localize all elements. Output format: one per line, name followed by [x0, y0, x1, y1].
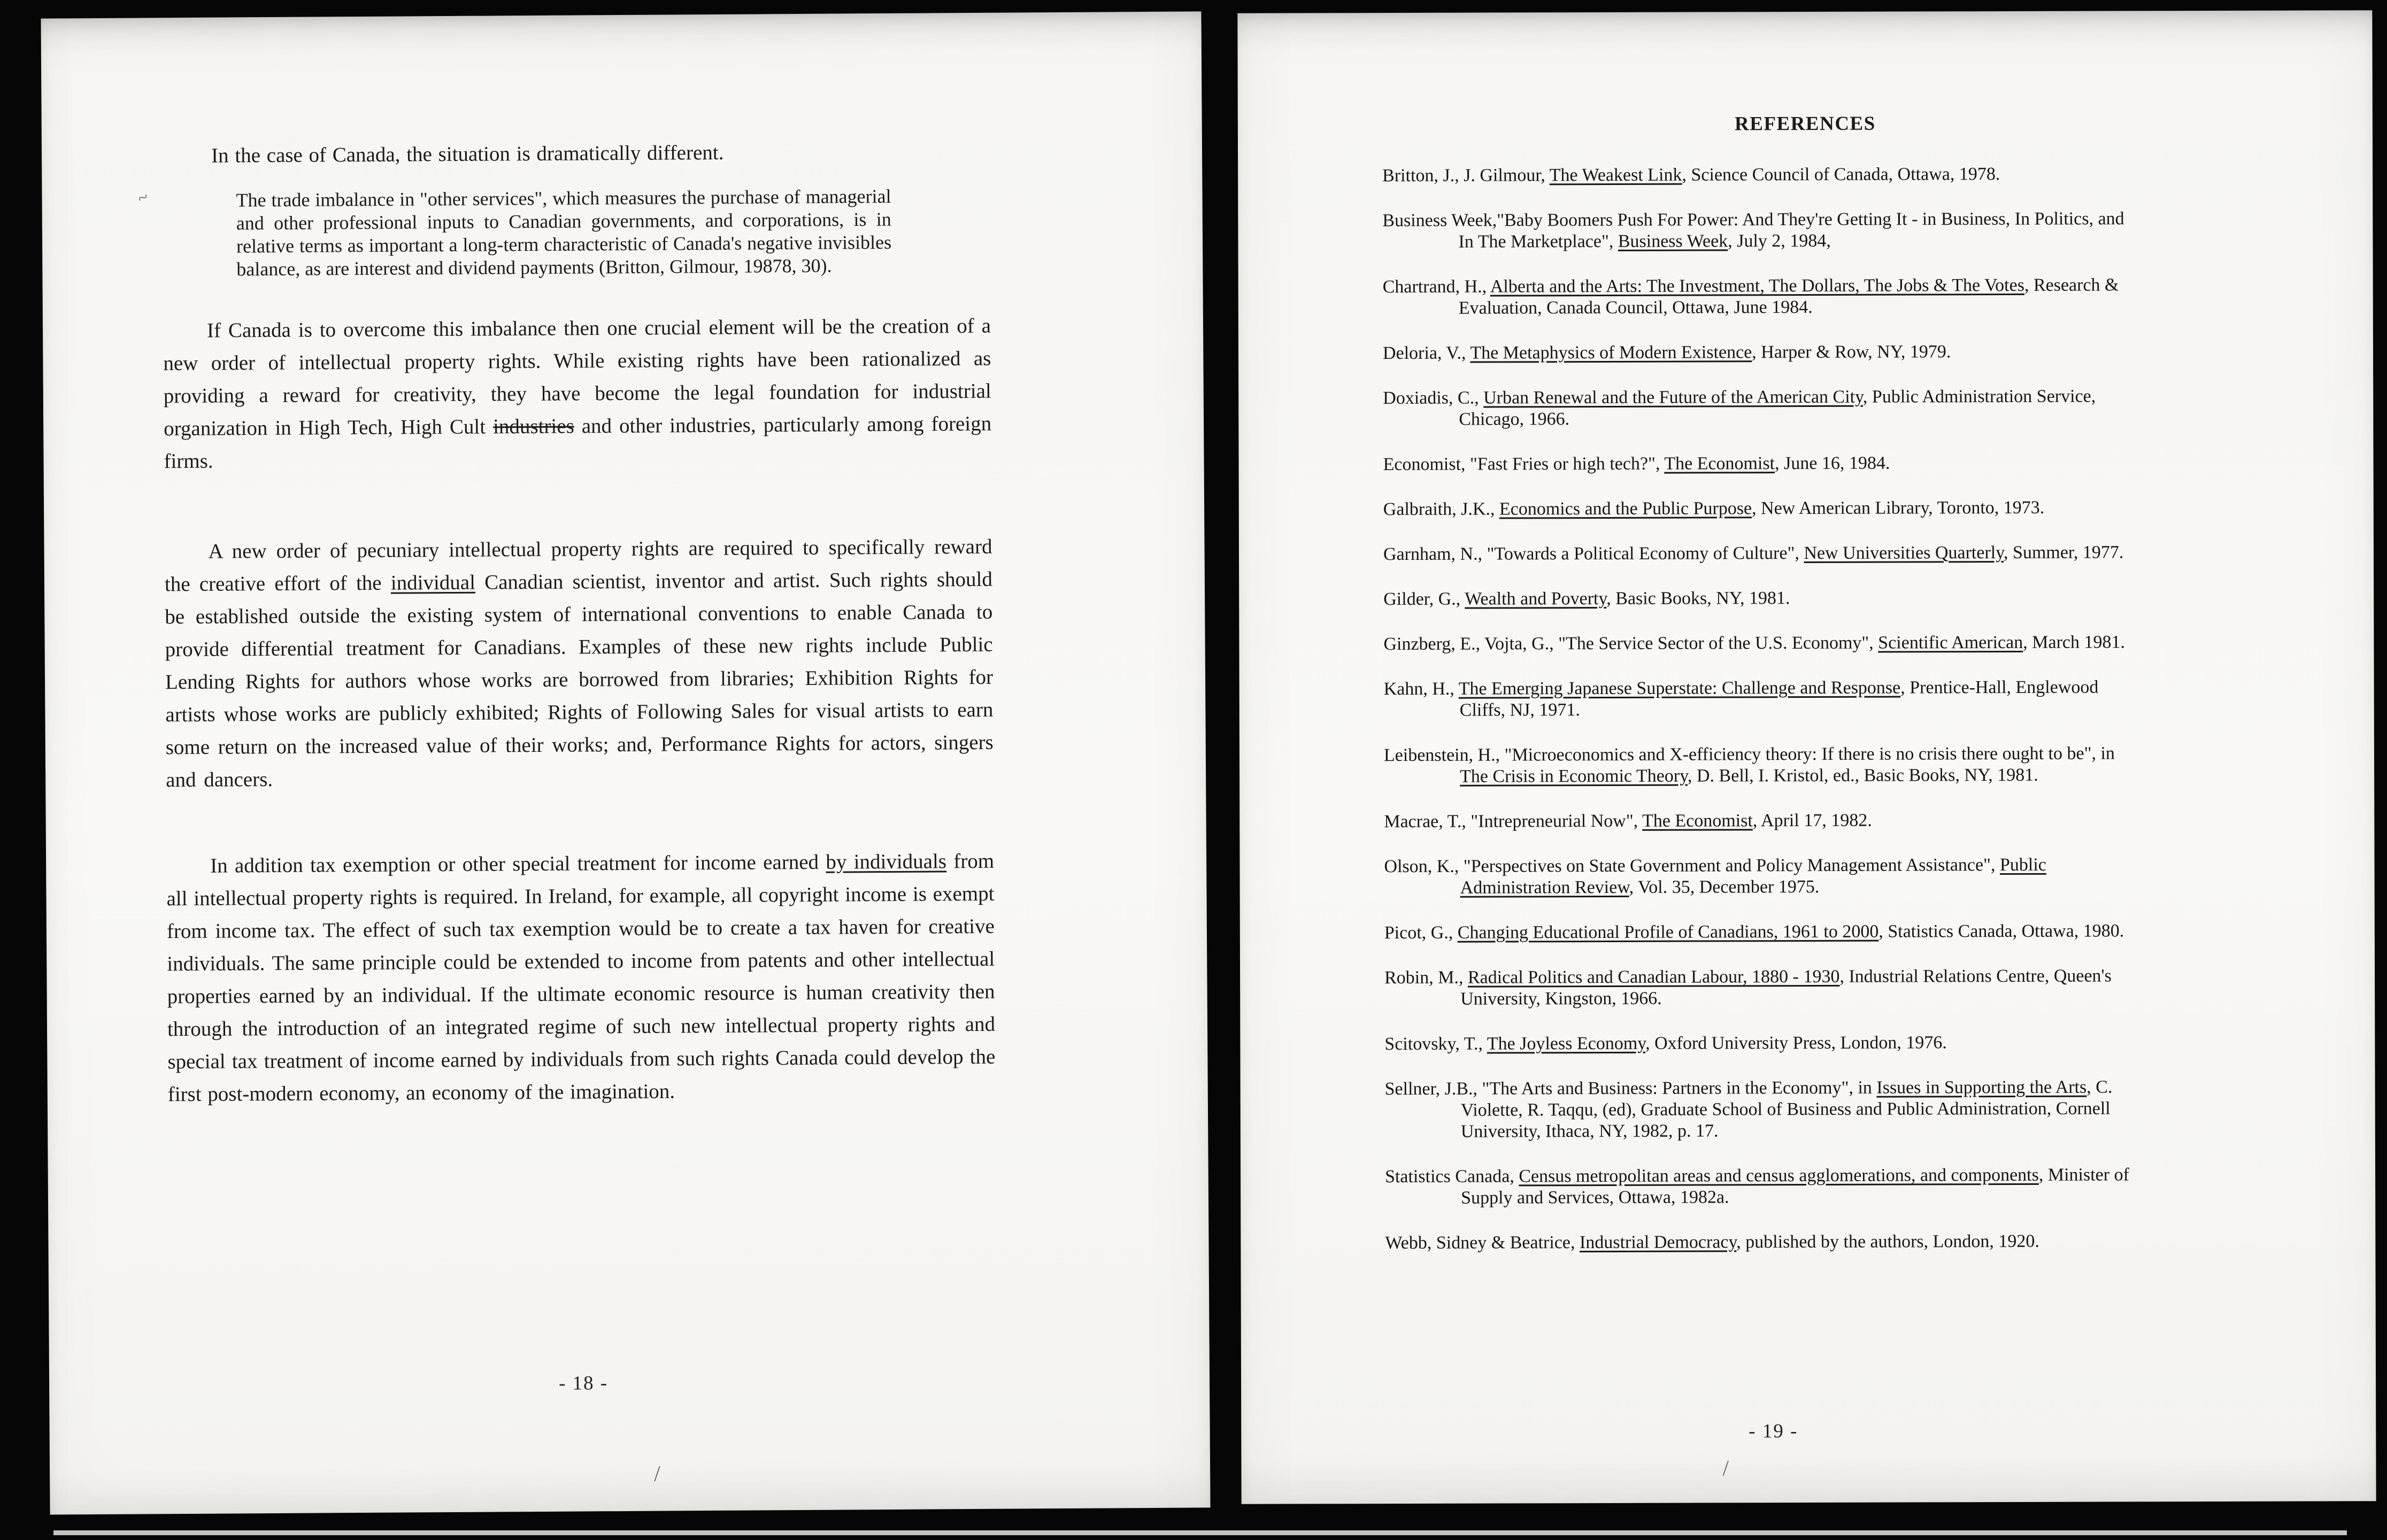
text-run: and other industries, particularly among foreign firms.	[164, 412, 992, 473]
text-run: Kahn, H.,	[1383, 679, 1459, 699]
text-run: The Weakest Link	[1549, 165, 1682, 186]
text-run: The Crisis in Economic Theory	[1460, 766, 1688, 787]
page-number-right: - 19 -	[1749, 1420, 1798, 1443]
text-run: , Prentice-Hall, Englewood Cliffs, NJ, 1971.	[1459, 677, 2099, 720]
text-run: individual	[390, 571, 476, 595]
text-run: by individuals	[826, 850, 947, 874]
text-run: The Metaphysics of Modern Existence	[1470, 342, 1752, 363]
text-run: Ginzberg, E., Vojta, G., "The Service Sector of the U.S. Economy",	[1383, 633, 1878, 654]
pencil-mark: ~	[134, 187, 152, 209]
text-run: , Summer, 1977.	[2003, 542, 2124, 563]
reference-item	[1383, 274, 2132, 319]
text-run: Radical Politics and Canadian Labour, 1880 - 1930	[1467, 966, 1840, 988]
text-run: , April 17, 1982.	[1752, 810, 1872, 831]
references-list	[1382, 163, 2135, 1254]
reference-item	[1383, 341, 2132, 364]
text-run: Picot, G.,	[1384, 922, 1458, 943]
text-run: , Basic Books, NY, 1981.	[1606, 588, 1790, 609]
text-run: Chartrand, H.,	[1382, 276, 1490, 297]
paragraph	[164, 530, 994, 796]
reference-item	[1383, 452, 2133, 475]
text-run: The Economist	[1664, 453, 1775, 474]
text-run: , D. Bell, I. Kristol, ed., Basic Books, NY, 1981.	[1687, 765, 2038, 786]
text-run: , Science Council of Canada, Ottawa, 1978.	[1682, 164, 2000, 185]
text-run: Robin, M.,	[1384, 967, 1468, 988]
text-run: , New American Library, Toronto, 1973.	[1752, 497, 2045, 519]
reference-item	[1383, 587, 2133, 610]
text-run: Economics and the Public Purpose	[1499, 498, 1752, 519]
reference-item	[1384, 965, 2134, 1010]
text-run: Leibenstein, H., "Microeconomics and X-efficiency theory: If there is no crisis there ought to be", in	[1383, 743, 2115, 766]
text-run: Urban Renewal and the Future of the American City	[1483, 387, 1863, 408]
text-run: , Oxford University Press, London, 1976.	[1645, 1033, 1947, 1053]
reference-item	[1382, 208, 2132, 253]
reference-item	[1383, 497, 2133, 520]
text-run: Scientific American	[1878, 632, 2023, 653]
page-number-left: - 18 -	[558, 1372, 609, 1395]
reference-item	[1385, 1164, 2135, 1209]
references-title: REFERENCES	[1734, 112, 1876, 135]
text-run: Alberta and the Arts: The Investment, The Dollars, The Jobs & The Votes	[1490, 275, 2024, 297]
page-18-content	[162, 135, 996, 1111]
text-run: , Minister of Supply and Services, Ottawa, 1982a.	[1461, 1165, 2129, 1208]
text-run: , March 1981.	[2023, 632, 2126, 652]
paragraph	[166, 845, 996, 1111]
page-19	[1237, 10, 2376, 1504]
text-run: Economist, "Fast Fries or high tech?",	[1383, 453, 1665, 475]
reference-item	[1384, 1031, 2134, 1055]
text-run: Canadian scientist, inventor and artist. Such rights should be established outside the existing system of international conventions to enable Canada to provide differential treatment for Canadians. Examples of these new rights include Public Lending Rights for authors whose works are borrowed from libraries; Exhibition Rights for artists whose works are publicly exhibited; Rights of Following Sales for visual artists to earn some return on the increased value of their works; and, Performance Rights for actors, singers and dancers.	[165, 567, 994, 792]
text-run: Business Week	[1618, 231, 1728, 251]
text-run: , Statistics Canada, Ottawa, 1980.	[1878, 921, 2124, 942]
reference-item	[1384, 854, 2134, 899]
text-run: Changing Educational Profile of Canadians, 1961 to 2000	[1457, 921, 1879, 943]
text-run: Doxiadis, C.,	[1383, 388, 1484, 409]
text-run: , C. Violette, R. Taqqu, (ed), Graduate School of Business and Public Administration, Cornell University, Ithaca, NY, 1982, p. 17.	[1460, 1077, 2113, 1142]
text-run: The Economist	[1642, 811, 1753, 831]
text-run: Sellner, J.B., "The Arts and Business: Partners in the Economy", in	[1384, 1077, 1877, 1099]
text-run: , Vol. 35, December 1975.	[1629, 876, 1820, 897]
text-run: Britton, J., J. Gilmour,	[1382, 165, 1550, 186]
scan-mark: /	[1722, 1456, 1729, 1481]
block-quote	[236, 185, 891, 281]
text-run: Gilder, G.,	[1383, 589, 1465, 610]
text-run: Public Administration Review	[1460, 854, 2046, 898]
text-run: New Universities Quarterly	[1804, 543, 2004, 564]
scanner-edge-artifact	[53, 1530, 2347, 1535]
text-run: industries	[493, 414, 574, 438]
text-run: Webb, Sidney & Beatrice,	[1385, 1233, 1580, 1253]
page-18	[41, 11, 1210, 1514]
text-run: , Public Administration Service, Chicago, 1966.	[1459, 386, 2096, 429]
reference-item	[1383, 542, 2133, 565]
reference-item	[1383, 386, 2132, 430]
reference-item	[1384, 676, 2134, 721]
text-run: Issues in Supporting the Arts	[1876, 1077, 2087, 1098]
scan-mark: /	[653, 1461, 660, 1487]
intro-paragraph	[162, 135, 990, 172]
text-run: In the case of Canada, the situation is dramatically different.	[211, 141, 724, 167]
text-run: Olson, K., "Perspectives on State Government and Policy Management Assistance",	[1384, 855, 2000, 877]
text-run: , Harper & Row, NY, 1979.	[1752, 342, 1951, 363]
text-run: Wealth and Poverty	[1465, 588, 1607, 609]
text-run: In addition tax exemption or other special treatment for income earned	[210, 850, 826, 877]
reference-item	[1382, 163, 2132, 187]
reference-item	[1383, 632, 2133, 655]
text-run: from all intellectual property rights is required. In Ireland, for example, all copyright income is exempt from income tax. The effect of such tax exemption would be to create a tax haven for creative individuals. The same principle could be extended to income from patents and other intellectual properties earned by an individual. If the ultimate economic resource is human creativity then through the introduction of an integrated regime of such new intellectual property rights and special tax treatment of income earned by individuals from such rights Canada could develop the first post-modern economy, an economy of the imagination.	[166, 849, 996, 1106]
text-run: Garnham, N., "Towards a Political Economy of Culture",	[1383, 543, 1804, 565]
text-run: , published by the authors, London, 1920.	[1736, 1231, 2039, 1252]
text-run: Deloria, V.,	[1382, 343, 1470, 364]
text-run: Scitovsky, T.,	[1384, 1034, 1487, 1054]
text-run: If Canada is to overcome this imbalance then one crucial element will be the creation of a new order of intellectual property rights. While existing rights have been rationalized as providing a reward for creativity, they have become the legal foundation for industrial organization in High Tech, High Cult	[163, 314, 991, 441]
text-run: The Joyless Economy	[1487, 1033, 1646, 1054]
text-run: Macrae, T., "Intrepreneurial Now",	[1384, 811, 1643, 832]
text-run: , Industrial Relations Centre, Queen's University, Kingston, 1966.	[1460, 966, 2112, 1009]
text-run: Galbraith, J.K.,	[1383, 499, 1500, 520]
text-run: , July 2, 1984,	[1728, 230, 1831, 251]
reference-item	[1384, 809, 2134, 833]
text-run: Census metropolitan areas and census agglomerations, and components	[1519, 1165, 2039, 1187]
reference-item	[1384, 743, 2134, 788]
text-run: Industrial Democracy	[1579, 1232, 1737, 1253]
text-run: A new order of pecuniary intellectual property rights are required to specifically reward the creative effort of the	[164, 535, 992, 596]
reference-item	[1384, 920, 2134, 944]
text-run: The Emerging Japanese Superstate: Challenge and Response	[1458, 677, 1901, 699]
reference-item	[1385, 1230, 2135, 1254]
text-run: The trade imbalance in "other services", which measures the purchase of managerial and other professional inputs to Canadian governments, and corporations, is in relative terms as important a long-term characteristic of Canada's negative invisibles balance, as are interest and dividend payments (Britton, Gilmour, 19878, 30).	[236, 185, 892, 280]
paragraph	[163, 310, 992, 478]
text-run: , Research & Evaluation, Canada Council, Ottawa, June 1984.	[1458, 275, 2119, 318]
reference-item	[1385, 1076, 2135, 1143]
text-run: Statistics Canada,	[1385, 1166, 1519, 1187]
text-run: Business Week,"Baby Boomers Push For Power: And They're Getting It - in Business, In Politics, and In The Marketplace",	[1382, 209, 2124, 252]
text-run: , June 16, 1984.	[1775, 453, 1890, 474]
